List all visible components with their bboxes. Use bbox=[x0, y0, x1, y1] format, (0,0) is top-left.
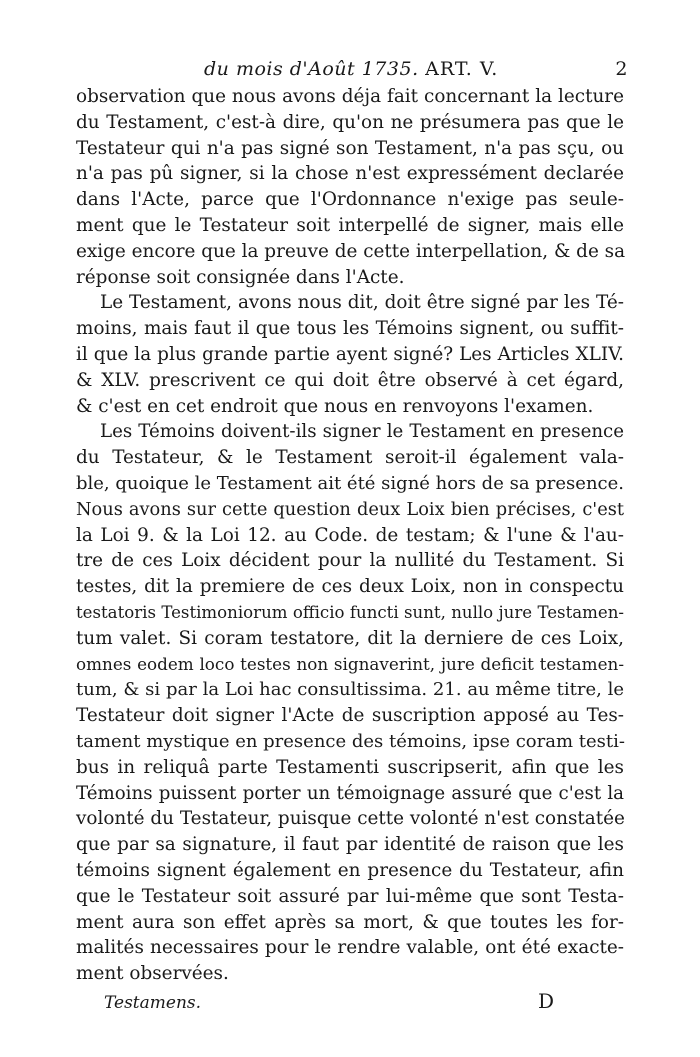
text-line: Testateur qui n'a pas signé son Testament, n'a pas sçu, ou bbox=[76, 137, 624, 159]
text-line: que le Testateur soit assuré par lui-même que sont Testa- bbox=[76, 885, 624, 907]
text-line: du Testament, c'est-à dire, qu'on ne présumera pas que le bbox=[76, 111, 624, 133]
page-number: 2 bbox=[615, 58, 628, 80]
text-line: tum valet. Si coram testatore, dit la derniere de ces Loix, bbox=[76, 627, 624, 649]
text-line: la Loi 9. & la Loi 12. au Code. de testam; & l'une & l'au- bbox=[76, 524, 624, 546]
text-line: tum, & si par la Loi hac consultissima. 21. au même titre, le bbox=[76, 679, 624, 701]
running-head-text bbox=[204, 58, 498, 80]
text-line: ble, quoique le Testament ait été signé hors de sa presence. bbox=[76, 472, 624, 494]
text-line: volonté du Testateur, puisque cette volonté n'est constatée bbox=[76, 808, 625, 830]
running-head bbox=[76, 58, 628, 84]
text-line: malités necessaires pour le rendre valable, ont été exacte- bbox=[76, 937, 624, 959]
text-line: moins, mais faut il que tous les Témoins signent, ou suffit- bbox=[76, 318, 624, 340]
signature-mark: D bbox=[538, 988, 555, 1013]
article-number: ART. V. bbox=[425, 58, 499, 80]
catchword: Testamens. bbox=[104, 992, 202, 1013]
text-line: n'a pas pû signer, si la chose n'est expressément declarée bbox=[76, 163, 624, 185]
text-line: Témoins puissent porter un témoignage assuré que c'est la bbox=[76, 782, 624, 804]
text-line: tament mystique en presence des témoins, ipse coram testi- bbox=[76, 730, 625, 752]
text-line: tre de ces Loix décident pour la nullité du Testament. Si bbox=[76, 550, 624, 572]
text-line: Le Testament, avons nous dit, doit être signé par les Té- bbox=[100, 292, 624, 314]
text-line: Les Témoins doivent-ils signer le Testament en presence bbox=[100, 421, 624, 443]
text-line: & XLV. prescrivent ce qui doit être observé à cet égard, bbox=[76, 369, 624, 391]
text-line: testatoris Testimoniorum officio functi sunt, nullo jure Testamen- bbox=[76, 602, 624, 622]
text-line: que par sa signature, il faut par identité de raison que les bbox=[76, 834, 624, 856]
text-line: il que la plus grande partie ayent signé? Les Articles XLIV. bbox=[76, 343, 624, 365]
text-line: exige encore que la preuve de cette interpellation, & de sa bbox=[76, 240, 626, 262]
document-page bbox=[76, 58, 628, 1023]
running-head-date: du mois d'Août 1735. bbox=[204, 58, 419, 80]
text-line: observation que nous avons déja fait concernant la lecture bbox=[76, 86, 624, 107]
text-line: dans l'Acte, parce que l'Ordonnance n'exige pas seule- bbox=[76, 189, 624, 211]
text-line: ment aura son effet après sa mort, & que toutes les for- bbox=[76, 911, 624, 933]
text-line: réponse soit consignée dans l'Acte. bbox=[76, 266, 405, 288]
text-line: Nous avons sur cette question deux Loix bien précises, c'est bbox=[76, 498, 624, 520]
text-line: témoins signent également en presence du Testateur, afin bbox=[76, 859, 624, 881]
body-text bbox=[76, 84, 624, 987]
text-line: testes, dit la premiere de ces deux Loix, non in conspectu bbox=[76, 576, 624, 598]
text-line: & c'est en cet endroit que nous en renvoyons l'examen. bbox=[76, 395, 594, 417]
page-footer bbox=[76, 988, 624, 1023]
text-line: ment observées. bbox=[76, 963, 229, 985]
text-line: ment que le Testateur soit interpellé de signer, mais elle bbox=[76, 214, 624, 236]
text-line: Testateur doit signer l'Acte de suscription apposé au Tes- bbox=[76, 705, 624, 727]
text-line: bus in reliquâ parte Testamenti suscripserit, afin que les bbox=[76, 756, 624, 778]
text-line: omnes eodem loco testes non signaverint, jure deficit testamen- bbox=[76, 653, 624, 674]
text-line: du Testateur, & le Testament seroit-il également vala- bbox=[76, 447, 624, 469]
